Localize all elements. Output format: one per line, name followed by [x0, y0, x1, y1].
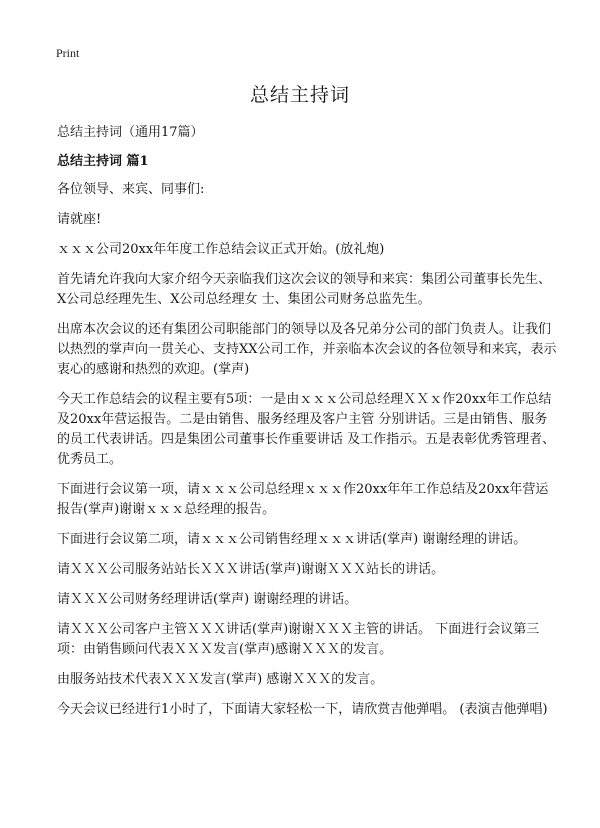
paragraph: 各位领导、来宾、同事们: — [57, 182, 205, 197]
paragraph: 下面进行会议第二项，请ｘｘｘ公司销售经理ｘｘｘ讲话(掌声) 谢谢经理的讲话。 — [57, 532, 527, 547]
paragraph: 请就座! — [57, 212, 102, 227]
paragraph: ｘｘｘ公司20xx年年度工作总结会议正式开始。(放礼炮) — [57, 242, 385, 257]
document-title: 总结主持词 — [249, 84, 350, 106]
print-link[interactable]: Print — [56, 46, 80, 60]
paragraph: 请ＸＸＸ公司服务站站长ＸＸＸ讲话(掌声)谢谢ＸＸＸ站长的讲话。 — [57, 562, 445, 577]
paragraph: 首先请允许我向大家介绍今天亲临我们这次会议的领导和来宾：集团公司董事长先生、X公司总经理先生、X公司总经理女 士、集团公司财务总监先生。 — [57, 272, 552, 307]
paragraph: 请ＸＸＸ公司客户主管ＸＸＸ讲话(掌声)谢谢ＸＸＸ主管的讲话。 下面进行会议第三项：由销售顾问代表ＸＸＸ发言(掌声)感谢ＸＸＸ的发言。 — [57, 622, 540, 657]
paragraph: 今天会议已经进行1小时了，下面请大家轻松一下，请欣赏吉他弹唱。 (表演吉他弹唱) — [57, 702, 548, 717]
section-heading: 总结主持词 篇1 — [57, 154, 149, 169]
paragraph: 请ＸＸＸ公司财务经理讲话(掌声) 谢谢经理的讲话。 — [57, 592, 358, 607]
paragraph: 下面进行会议第一项，请ｘｘｘ公司总经理ｘｘｘ作20xx年年工作总结及20xx年营运报告(掌声)谢谢ｘｘｘ总经理的报告。 — [57, 482, 549, 517]
document-body — [57, 180, 557, 730]
paragraph: 今天工作总结会的议程主要有5项：一是由ｘｘｘ公司总经理ＸＸｘ作20xx年工作总结及20xx年营运报告。二是由销售、服务经理及客户主管 分别讲话。三是由销售、服务的员工代表讲话。四是集团公司董事长作重要讲话 及工作指示。五是表彰优秀管理者、优秀员工。 — [57, 392, 556, 467]
paragraph: 由服务站技术代表ＸＸＸ发言(掌声) 感谢ＸＸＸ的发言。 — [57, 672, 384, 687]
document-subtitle: 总结主持词（通用17篇） — [57, 125, 204, 140]
paragraph: 出席本次会议的还有集团公司职能部门的领导以及各兄弟分公司的部门负责人。让我们以热烈的掌声向一贯关心、支持XX公司工作，并亲临本次会议的各位领导和来宾，表示衷心的感谢和热烈的欢迎。(掌声) — [57, 322, 557, 377]
